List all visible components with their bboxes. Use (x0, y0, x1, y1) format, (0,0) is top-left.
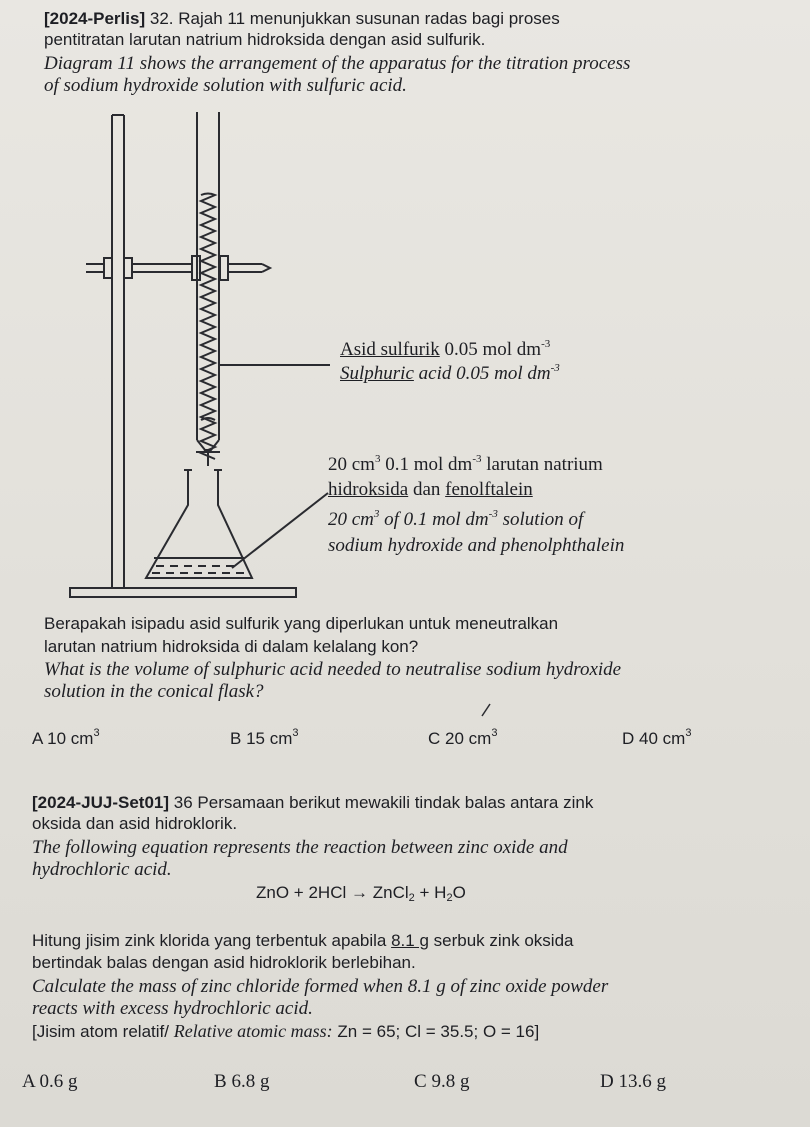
q32-question-malay-line1: Berapakah isipadu asid sulfurik yang diperlukan untuk meneutralkan (44, 614, 559, 633)
q32-option-d[interactable]: D 40 $cm^3$ (622, 727, 692, 748)
flask-label-malay-line1: 20 $cm^3$ 0.1 mol $dm^{-3}$ larutan natrium (328, 453, 603, 475)
q32-question-malay-line2: larutan natrium hidroksida di dalam kelalang kon? (44, 637, 419, 656)
q32-option-b[interactable]: B 15 $cm^3$ (230, 727, 299, 748)
q36-calc-english-line1: Calculate the mass of zinc chloride formed when 8.1 g of zinc oxide powder (32, 976, 609, 997)
q36-english-line2: hydrochloric acid. (32, 859, 172, 880)
acid-name-english: Sulphuric (340, 363, 414, 384)
acid-label-malay (340, 340, 550, 359)
unit-exponent: -3 (541, 338, 551, 350)
q32-number: 32. (149, 9, 174, 28)
q36-calc-english-line2: reacts with excess hydrochloric acid. (32, 998, 313, 1019)
q36-malay-line1: Persamaan berikut mewakili tindak balas antara zink (197, 793, 594, 812)
q32-malay-line1: Rajah 11 menunjukkan susunan radas bagi proses (178, 9, 560, 28)
q36-source-tag: [2024-JUJ-Set01] (32, 793, 170, 812)
q36-number: 36 (173, 793, 193, 812)
acid-concentration-malay: 0.05 mol dm (444, 339, 542, 360)
acid-concentration-english: acid 0.05 mol dm (418, 363, 551, 384)
q32-question-english-line1: What is the volume of sulphuric acid needed to neutralise sodium hydroxide (44, 659, 622, 680)
retort-stand-base (70, 588, 296, 597)
flask-leader-line (232, 493, 328, 568)
flask-label-malay-line2: hidroksida dan fenolftalein (328, 479, 533, 500)
acid-name-malay: Asid sulfurik (340, 339, 440, 360)
q36-calc-malay-line2: bertindak balas dengan asid hidroklorik berlebihan. (32, 953, 416, 972)
q36-option-b[interactable]: B 6.8 g (214, 1071, 270, 1092)
q36-malay-line2: oksida dan asid hidroklorik. (32, 814, 238, 833)
conical-flask (146, 470, 252, 578)
q36-option-d[interactable]: D 13.6 g (600, 1071, 666, 1092)
q32-option-c[interactable]: C 20 $cm^3$ (428, 727, 498, 748)
q32-option-a[interactable]: A 10 $cm^3$ (32, 727, 100, 748)
burette-acid-fill (201, 194, 215, 460)
q36-calc-malay-line1: Hitung jisim zink klorida yang terbentuk apabila 8.1 g serbuk zink oksida (32, 931, 574, 950)
q36-chemical-equation: ZnO + 2HCl → ZnCl$_2$ + $H_2O$ (256, 883, 466, 904)
q32-question-english-line2: solution in the conical flask? (44, 681, 264, 702)
acid-label-english (340, 364, 560, 383)
q36-relative-atomic-mass: [Jisim atom relatif/ Relative atomic mass: Zn = 65; Cl = 35.5; O = 16] (32, 1021, 540, 1041)
q36-english-line1: The following equation represents the reaction between zinc oxide and (32, 837, 568, 858)
q32-english-line1: Diagram 11 shows the arrangement of the apparatus for the titration process (44, 53, 631, 74)
q32-source-tag: [2024-Perlis] (44, 9, 146, 28)
flask-label-english-line2: sodium hydroxide and phenolphthalein (328, 535, 625, 556)
q36-option-a[interactable]: A 0.6 g (22, 1071, 78, 1092)
q36-header-line1 (32, 794, 593, 811)
unit-exponent: -3 (550, 362, 560, 374)
q36-option-c[interactable]: C 9.8 g (414, 1071, 470, 1092)
q32-english-line2: of sodium hydroxide solution with sulfuric acid. (44, 75, 407, 96)
flask-label-english-line1: 20 $cm^3$ of 0.1 mol $dm^{-3}$ solution of (328, 508, 584, 530)
q32-malay-line2: pentitratan larutan natrium hidroksida dengan asid sulfurik. (44, 30, 486, 49)
